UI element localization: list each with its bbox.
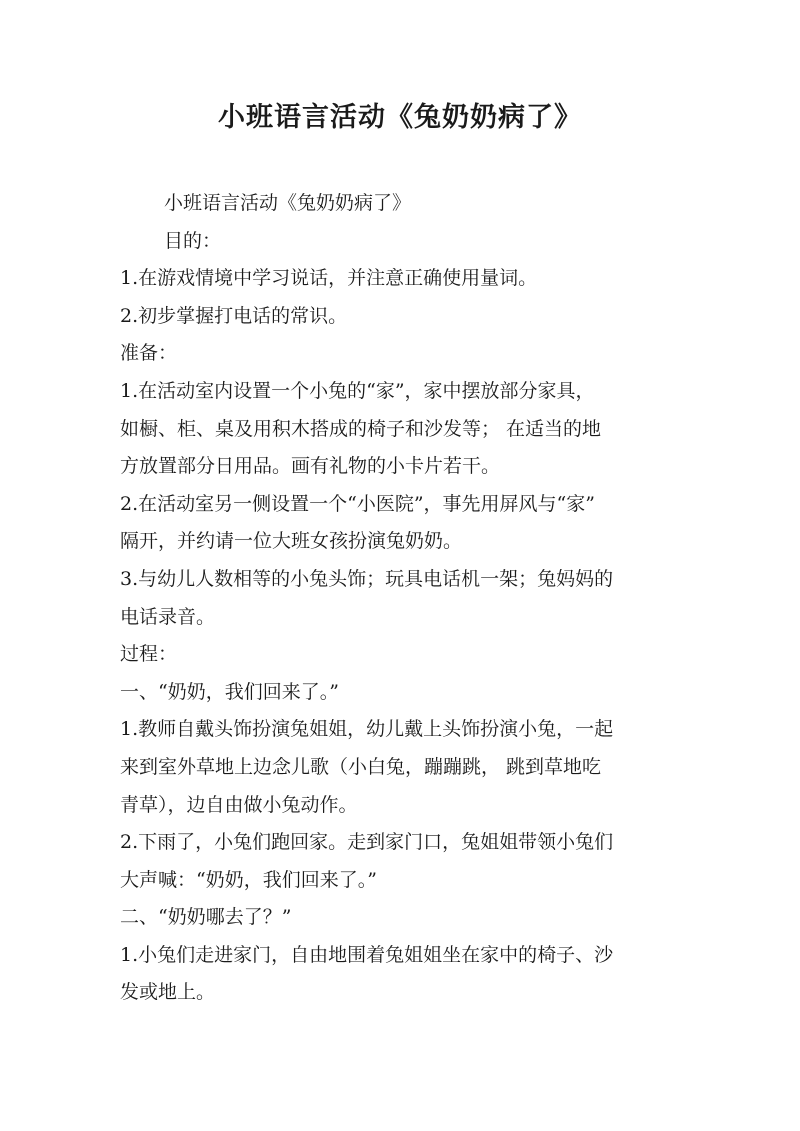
text-line: 隔开，并约请一位大班女孩扮演兔奶奶。 <box>120 530 463 553</box>
text-line-prep-heading: 准备： <box>120 342 178 365</box>
text-line-goal-heading: 目的： <box>164 229 222 252</box>
document-title: 小班语言活动《兔奶奶病了》 <box>218 102 582 133</box>
text-line: 大声喊：“奶奶，我们回来了。” <box>120 868 377 891</box>
text-line-subtitle: 小班语言活动《兔奶奶病了》 <box>164 192 412 214</box>
text-line: 发或地上。 <box>120 981 216 1004</box>
text-line-section-heading: 一、“奶奶，我们回来了。” <box>120 680 339 703</box>
text-line: 来到室外草地上边念儿歌（小白兔，蹦蹦跳， 跳到草地吃 <box>120 755 602 778</box>
text-line-section-heading: 二、“奶奶哪去了？” <box>120 906 292 929</box>
text-line: 2.在活动室另一侧设置一个“小医院”，事先用屏风与“家” <box>120 492 595 515</box>
text-line: 1.在活动室内设置一个小兔的“家”，家中摆放部分家具， <box>120 379 595 402</box>
text-line: 1.小兔们走进家门，自由地围着兔姐姐坐在家中的椅子、沙 <box>120 943 614 966</box>
text-line: 2.下雨了，小兔们跑回家。走到家门口，兔姐姐带领小兔们 <box>120 831 614 854</box>
text-line: 电话录音。 <box>120 605 216 628</box>
text-line: 如橱、柜、桌及用积木搭成的椅子和沙发等； 在适当的地 <box>120 417 602 440</box>
text-line: 2.初步掌握打电话的常识。 <box>120 304 348 327</box>
text-line: 3.与幼儿人数相等的小兔头饰；玩具电话机一架；兔妈妈的 <box>120 567 614 590</box>
text-line-process-heading: 过程： <box>120 643 178 666</box>
text-line: 青草），边自由做小兔动作。 <box>120 793 358 816</box>
text-line: 1.在游戏情境中学习说话，并注意正确使用量词。 <box>120 267 538 290</box>
text-line: 方放置部分日用品。画有礼物的小卡片若干。 <box>120 455 501 478</box>
text-line: 1.教师自戴头饰扮演兔姐姐，幼儿戴上头饰扮演小兔，一起 <box>120 718 614 741</box>
document-body <box>120 185 690 1012</box>
